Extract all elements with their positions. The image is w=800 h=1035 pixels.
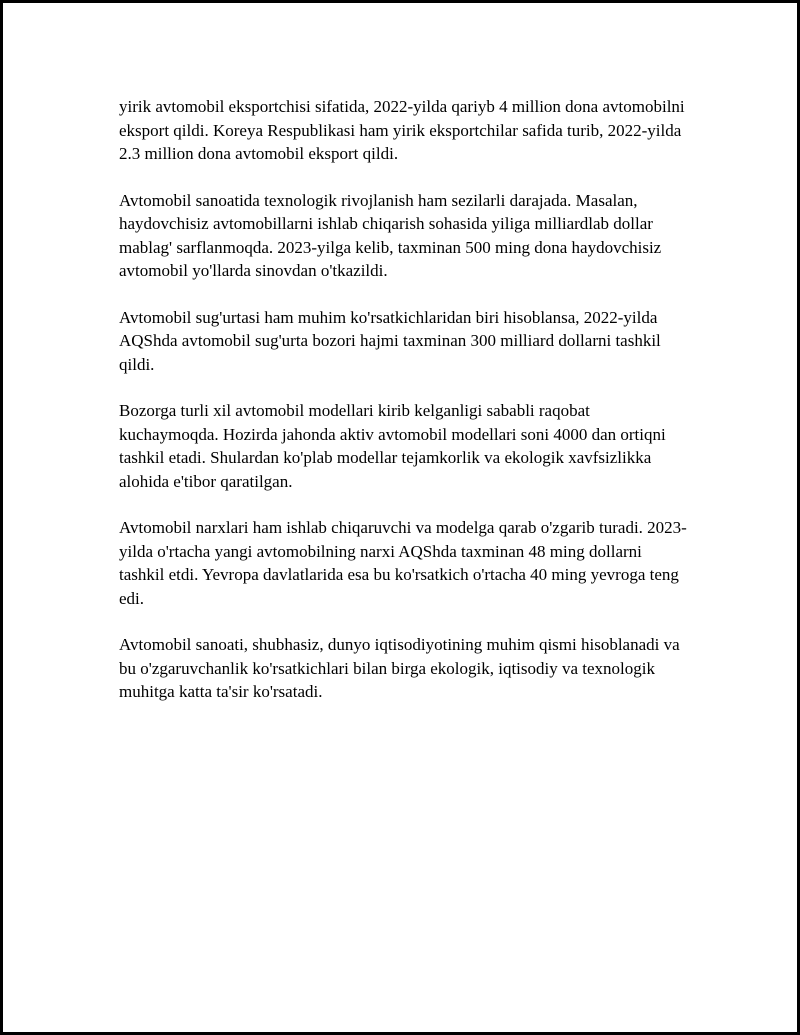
paragraph: Avtomobil sanoatida texnologik rivojlanish ham sezilarli darajada. Masalan, haydovchisiz avtomobillarni ishlab chiqarish sohasida yiliga milliardlab dollar mablag' sarflanmoqda. 2023-yilga kelib, taxminan 500 ming dona haydovchisiz avtomobil yo'llarda sinovdan o'tkazildi.	[119, 190, 662, 280]
paragraph: Avtomobil narxlari ham ishlab chiqaruvchi va modelga qarab o'zgarib turadi. 2023-yilda o'rtacha yangi avtomobilning narxi AQShda taxminan 48 ming dollarni tashkil etdi. Yevropa davlatlarida esa bu ko'rsatkich o'rtacha 40 ming yevroga teng edi.	[119, 518, 687, 608]
paragraph: Avtomobil sanoati, shubhasiz, dunyo iqtisodiyotining muhim qismi hisoblanadi va bu o'zgaruvchanlik ko'rsatkichlari bilan birga ekologik, iqtisodiy va texnologik muhitga katta ta'sir ko'rsatadi.	[119, 635, 680, 701]
paragraph: Bozorga turli xil avtomobil modellari kirib kelganligi sababli raqobat kuchaymoqda. Hozirda jahonda aktiv avtomobil modellari soni 4000 dan ortiqni tashkil etadi. Shulardan ko'plab modellar tejamkorlik va ekologik xavfsizlikka alohida e'tibor qaratilgan.	[119, 401, 666, 491]
paragraph: Avtomobil sug'urtasi ham muhim ko'rsatkichlaridan biri hisoblansa, 2022-yilda AQShda avtomobil sug'urta bozori hajmi taxminan 300 milliard dollarni tashkil qildi.	[119, 307, 661, 374]
document-body	[119, 95, 689, 727]
paragraph: yirik avtomobil eksportchisi sifatida, 2022-yilda qariyb 4 million dona avtomobilni eksport qildi. Koreya Respublikasi ham yirik eksportchilar safida turib, 2022-yilda 2.3 million dona avtomobil eksport qildi.	[119, 97, 685, 163]
